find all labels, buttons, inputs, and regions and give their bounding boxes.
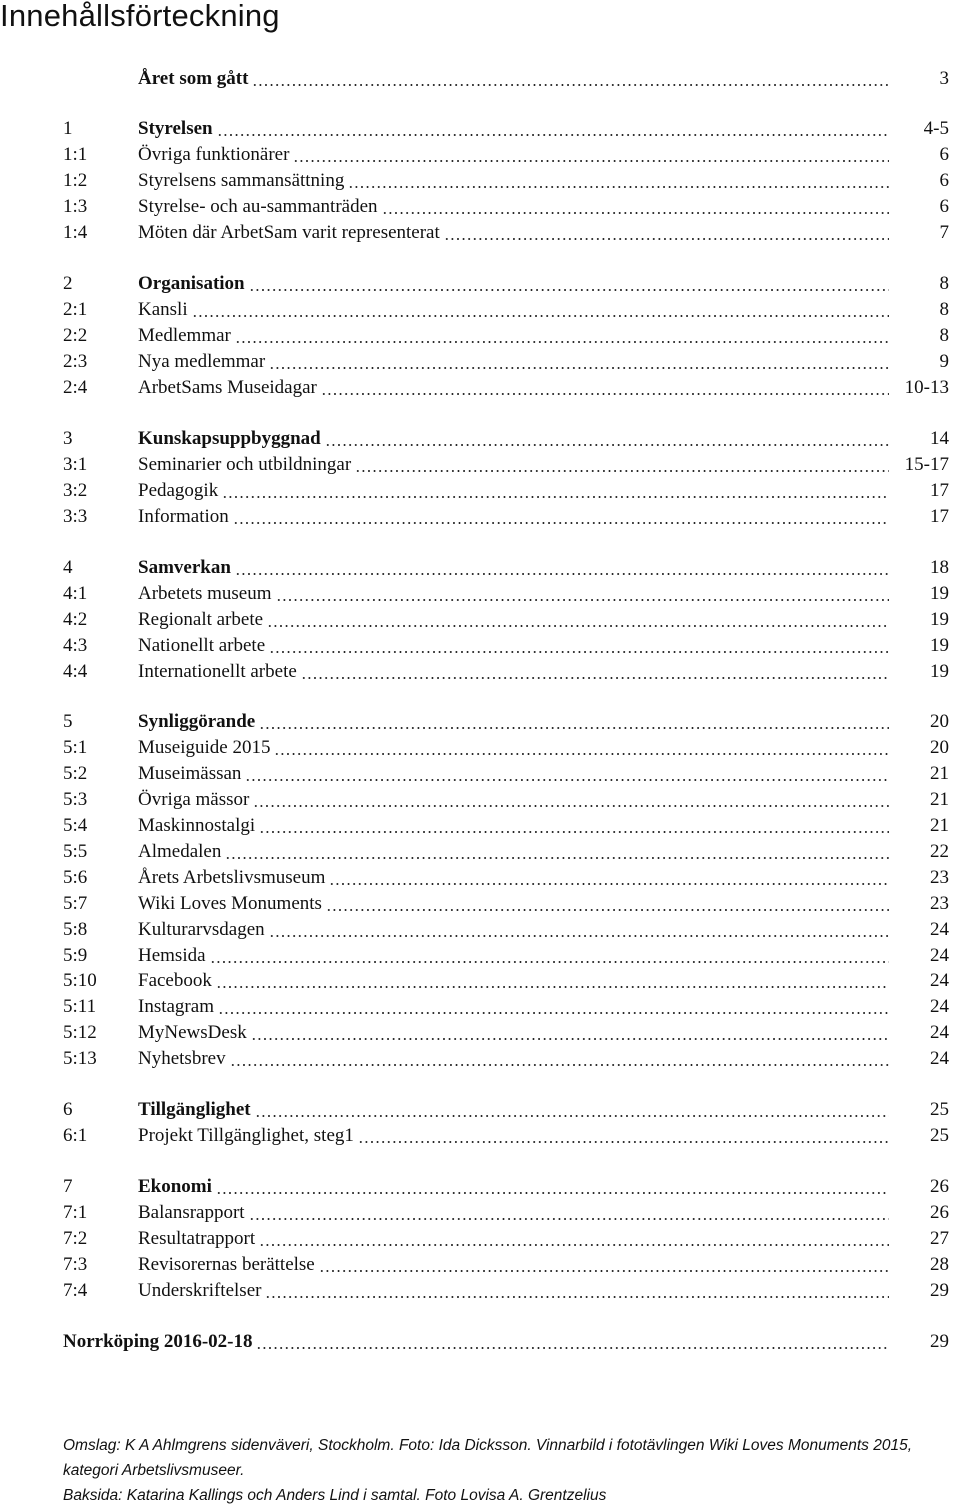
toc-entry-number: 5:2 — [63, 763, 88, 784]
toc-entry-title: Samverkan — [138, 557, 231, 578]
toc-entry[interactable] — [0, 221, 960, 245]
toc-entry-number: 7:4 — [63, 1280, 88, 1301]
toc-entry-page: 6 — [939, 196, 949, 217]
dot-leader — [217, 134, 889, 136]
toc-entry-title: Norrköping 2016-02-18 — [63, 1331, 253, 1352]
toc-entry[interactable] — [0, 427, 960, 451]
toc-entry[interactable] — [0, 814, 960, 838]
dot-leader — [259, 1244, 889, 1246]
toc-entry-number: 4:4 — [63, 661, 88, 682]
cover-photo-credit: Omslag: K A Ahlmgrens sidenväveri, Stockholm. Foto: Ida Dicksson. Vinnarbild i fototävlingen Wiki Loves Monuments 2015, kategori Arbetslivsmuseer. — [63, 1437, 913, 1479]
toc-entry[interactable] — [0, 1227, 960, 1251]
toc-entry-title: Medlemmar — [138, 325, 231, 346]
toc-entry-title: Styrelsen — [138, 118, 213, 139]
toc-entry-number: 5:7 — [63, 893, 88, 914]
dot-leader — [269, 651, 889, 653]
toc-entry-page: 3 — [939, 68, 949, 89]
toc-entry-title: Revisorernas berättelse — [138, 1254, 315, 1275]
toc-entry-page: 19 — [930, 609, 949, 630]
dot-leader — [355, 470, 889, 472]
toc-entry-title: Internationellt arbete — [138, 661, 297, 682]
toc-entry-number: 2 — [63, 273, 73, 294]
toc-entry[interactable] — [0, 298, 960, 322]
dot-leader — [210, 961, 889, 963]
dot-leader — [225, 857, 889, 859]
toc-entry[interactable] — [0, 67, 960, 91]
toc-entry-page: 24 — [930, 970, 949, 991]
dot-leader — [326, 909, 889, 911]
dot-leader — [222, 496, 889, 498]
toc-entry-page: 6 — [939, 144, 949, 165]
toc-entry[interactable] — [0, 840, 960, 864]
page-title: Innehållsförteckning — [0, 0, 280, 33]
dot-leader — [245, 779, 889, 781]
dot-leader — [358, 1141, 889, 1143]
toc-entry-number: 4:3 — [63, 635, 88, 656]
toc-entry-number: 1:2 — [63, 170, 88, 191]
toc-entry[interactable] — [0, 1201, 960, 1225]
toc-entry-title: Övriga mässor — [138, 789, 250, 810]
toc-entry-number: 3:1 — [63, 454, 88, 475]
toc-entry-page: 8 — [939, 273, 949, 294]
dot-leader — [265, 1296, 889, 1298]
toc-entry-number: 2:1 — [63, 299, 88, 320]
dot-leader — [269, 367, 889, 369]
toc-entry[interactable] — [0, 143, 960, 167]
dot-leader — [444, 238, 889, 240]
toc-entry[interactable] — [0, 1279, 960, 1303]
toc-entry[interactable] — [0, 866, 960, 890]
toc-entry-page: 27 — [930, 1228, 949, 1249]
toc-entry-number: 1:4 — [63, 222, 88, 243]
toc-entry-page: 6 — [939, 170, 949, 191]
toc-entry-title: Regionalt arbete — [138, 609, 264, 630]
toc-entry[interactable] — [0, 1253, 960, 1277]
toc-entry-page: 21 — [930, 815, 949, 836]
dot-leader — [382, 212, 889, 214]
toc-entry-page: 17 — [930, 480, 949, 501]
toc-entry-page: 25 — [930, 1099, 949, 1120]
toc-entry-number: 5 — [63, 711, 73, 732]
toc-entry-number: 6 — [63, 1099, 73, 1120]
toc-entry-number: 3:2 — [63, 480, 88, 501]
toc-entry[interactable] — [0, 660, 960, 684]
dot-leader — [249, 1218, 889, 1220]
toc-entry-number: 5:5 — [63, 841, 88, 862]
toc-entry-title: Synliggörande — [138, 711, 256, 732]
toc-entry-title: Året som gått — [138, 68, 249, 89]
toc-entry[interactable] — [0, 272, 960, 296]
toc-entry[interactable] — [0, 736, 960, 760]
dot-leader — [325, 444, 889, 446]
toc-entry-page: 26 — [930, 1176, 949, 1197]
toc-entry[interactable] — [0, 453, 960, 477]
toc-entry[interactable] — [0, 634, 960, 658]
toc-entry-number: 4 — [63, 557, 73, 578]
toc-entry-page: 19 — [930, 583, 949, 604]
toc-entry[interactable] — [0, 944, 960, 968]
toc-entry[interactable] — [0, 762, 960, 786]
toc-entry-page: 18 — [930, 557, 949, 578]
toc-entry-page: 21 — [930, 763, 949, 784]
toc-entry-page: 24 — [930, 1048, 949, 1069]
toc-entry-title: ArbetSams Museidagar — [138, 377, 317, 398]
toc-entry-title: Museiguide 2015 — [138, 737, 271, 758]
toc-entry-page: 20 — [930, 711, 949, 732]
dot-leader — [233, 522, 889, 524]
toc-entry-title: Årets Arbetslivsmuseum — [138, 867, 326, 888]
toc-entry-page: 10-13 — [904, 377, 949, 398]
toc-entry-number: 5:11 — [63, 996, 97, 1017]
toc-entry-number: 5:8 — [63, 919, 88, 940]
toc-entry[interactable] — [0, 479, 960, 503]
dot-leader — [249, 289, 889, 291]
toc-entry-title: Underskriftelser — [138, 1280, 262, 1301]
toc-entry-title: Ekonomi — [138, 1176, 212, 1197]
toc-entry[interactable] — [0, 1021, 960, 1045]
dot-leader — [235, 341, 889, 343]
toc-entry[interactable] — [0, 169, 960, 193]
toc-entry-page: 25 — [930, 1125, 949, 1146]
back-photo-credit: Baksida: Katarina Kallings och Anders Lind i samtal. Foto Lovisa A. Grentzelius — [63, 1487, 607, 1504]
toc-entry-page: 24 — [930, 919, 949, 940]
toc-entry-page: 23 — [930, 893, 949, 914]
toc-entry-page: 7 — [939, 222, 949, 243]
toc-entry-page: 28 — [930, 1254, 949, 1275]
toc-entry[interactable] — [0, 608, 960, 632]
toc-entry[interactable] — [0, 788, 960, 812]
toc-entry[interactable] — [0, 350, 960, 374]
dot-leader — [251, 1038, 889, 1040]
toc-entry[interactable] — [0, 995, 960, 1019]
toc-entry-page: 24 — [930, 1022, 949, 1043]
dot-leader — [218, 1012, 889, 1014]
dot-leader — [293, 160, 889, 162]
toc-entry[interactable] — [0, 117, 960, 141]
toc-entry-title: Övriga funktionärer — [138, 144, 290, 165]
toc-entry[interactable] — [0, 1047, 960, 1071]
toc-entry-number: 5:4 — [63, 815, 88, 836]
dot-leader — [301, 677, 889, 679]
toc-entry-number: 7:1 — [63, 1202, 88, 1223]
toc-entry[interactable] — [0, 892, 960, 916]
toc-entry-number: 3 — [63, 428, 73, 449]
toc-entry-title: Nyhetsbrev — [138, 1048, 226, 1069]
dot-leader — [252, 84, 889, 86]
toc-entry-number: 5:12 — [63, 1022, 97, 1043]
toc-entry[interactable] — [0, 1175, 960, 1199]
toc-entry[interactable] — [0, 1124, 960, 1148]
photo-credits — [63, 1433, 956, 1508]
toc-entry-number: 4:1 — [63, 583, 88, 604]
toc-entry-number: 5:10 — [63, 970, 97, 991]
toc-entry-page: 24 — [930, 996, 949, 1017]
dot-leader — [235, 573, 889, 575]
dot-leader — [329, 883, 889, 885]
toc-entry-number: 5:13 — [63, 1048, 97, 1069]
dot-leader — [253, 805, 889, 807]
toc-entry[interactable] — [0, 556, 960, 580]
toc-entry-title: Styrelsens sammansättning — [138, 170, 345, 191]
toc-entry-title: Styrelse- och au-sammanträden — [138, 196, 378, 217]
toc-entry-title: Projekt Tillgänglighet, steg1 — [138, 1125, 354, 1146]
dot-leader — [321, 393, 889, 395]
toc-entry-page: 22 — [930, 841, 949, 862]
toc-entry[interactable] — [0, 710, 960, 734]
toc-entry-title: Nya medlemmar — [138, 351, 266, 372]
dot-leader — [276, 599, 889, 601]
toc-entry[interactable] — [0, 505, 960, 529]
toc-entry[interactable] — [0, 918, 960, 942]
toc-entry-title: Nationellt arbete — [138, 635, 266, 656]
toc-entry[interactable] — [0, 969, 960, 993]
toc-entry-page: 14 — [930, 428, 949, 449]
toc-entry-page: 24 — [930, 945, 949, 966]
toc-entry-number: 5:6 — [63, 867, 88, 888]
toc-entry-page: 8 — [939, 325, 949, 346]
toc-entry-page: 4-5 — [923, 118, 949, 139]
toc-entry[interactable] — [0, 1098, 960, 1122]
dot-leader — [269, 935, 889, 937]
dot-leader — [230, 1064, 889, 1066]
toc-entry[interactable] — [0, 195, 960, 219]
toc-entry[interactable] — [0, 376, 960, 400]
toc-entry-title: Seminarier och utbildningar — [138, 454, 352, 475]
toc-entry-number: 5:9 — [63, 945, 88, 966]
dot-leader — [267, 625, 889, 627]
toc-entry-page: 19 — [930, 635, 949, 656]
toc-entry-page: 29 — [930, 1280, 949, 1301]
dot-leader — [192, 315, 889, 317]
toc-entry-page: 8 — [939, 299, 949, 320]
dot-leader — [216, 1192, 889, 1194]
toc-entry[interactable] — [0, 324, 960, 348]
toc-entry-title: Möten där ArbetSam varit representerat — [138, 222, 440, 243]
toc-entry-page: 29 — [930, 1331, 949, 1352]
toc-entry-title: Kulturarvsdagen — [138, 919, 265, 940]
dot-leader — [259, 727, 889, 729]
toc-entry-title: Organisation — [138, 273, 245, 294]
toc-entry-title: Arbetets museum — [138, 583, 272, 604]
toc-entry-page: 15-17 — [904, 454, 949, 475]
toc-entry-page: 26 — [930, 1202, 949, 1223]
toc-entry-title: Museimässan — [138, 763, 242, 784]
toc-entry-page: 9 — [939, 351, 949, 372]
dot-leader — [259, 831, 889, 833]
toc-entry-title: Information — [138, 506, 229, 527]
toc-entry-number: 1:3 — [63, 196, 88, 217]
toc-entry-number: 2:2 — [63, 325, 88, 346]
toc-entry-number: 7 — [63, 1176, 73, 1197]
toc-entry-title: Hemsida — [138, 945, 206, 966]
toc-entry-page: 19 — [930, 661, 949, 682]
dot-leader — [348, 186, 889, 188]
toc-entry-page: 17 — [930, 506, 949, 527]
toc-entry-title: Facebook — [138, 970, 212, 991]
toc-entry-page: 20 — [930, 737, 949, 758]
toc-entry-number: 5:3 — [63, 789, 88, 810]
toc-entry-page: 23 — [930, 867, 949, 888]
toc-entry-number: 1:1 — [63, 144, 88, 165]
toc-entry-title: Tillgänglighet — [138, 1099, 251, 1120]
toc-entry-title: Almedalen — [138, 841, 222, 862]
toc-entry-title: Pedagogik — [138, 480, 219, 501]
toc-entry[interactable] — [0, 582, 960, 606]
toc-entry-number: 1 — [63, 118, 73, 139]
toc-entry-number: 5:1 — [63, 737, 88, 758]
dot-leader — [216, 986, 889, 988]
toc-entry-title: Wiki Loves Monuments — [138, 893, 322, 914]
toc-entry-number: 6:1 — [63, 1125, 88, 1146]
toc-entry-number: 2:4 — [63, 377, 88, 398]
dot-leader — [319, 1270, 889, 1272]
toc-entry-title: Balansrapport — [138, 1202, 245, 1223]
toc-entry-title: Kunskapsuppbyggnad — [138, 428, 321, 449]
toc-entry-number: 3:3 — [63, 506, 88, 527]
toc-entry-number: 4:2 — [63, 609, 88, 630]
toc-entry[interactable] — [0, 1330, 960, 1354]
toc-entry-title: Kansli — [138, 299, 188, 320]
toc-entry-title: MyNewsDesk — [138, 1022, 247, 1043]
dot-leader — [274, 753, 889, 755]
toc-entry-title: Maskinnostalgi — [138, 815, 256, 836]
dot-leader — [256, 1347, 889, 1349]
toc-entry-title: Instagram — [138, 996, 214, 1017]
toc-entry-number: 7:3 — [63, 1254, 88, 1275]
dot-leader — [255, 1115, 889, 1117]
toc-entry-title: Resultatrapport — [138, 1228, 256, 1249]
toc-entry-page: 21 — [930, 789, 949, 810]
toc-entry-number: 2:3 — [63, 351, 88, 372]
toc-entry-number: 7:2 — [63, 1228, 88, 1249]
